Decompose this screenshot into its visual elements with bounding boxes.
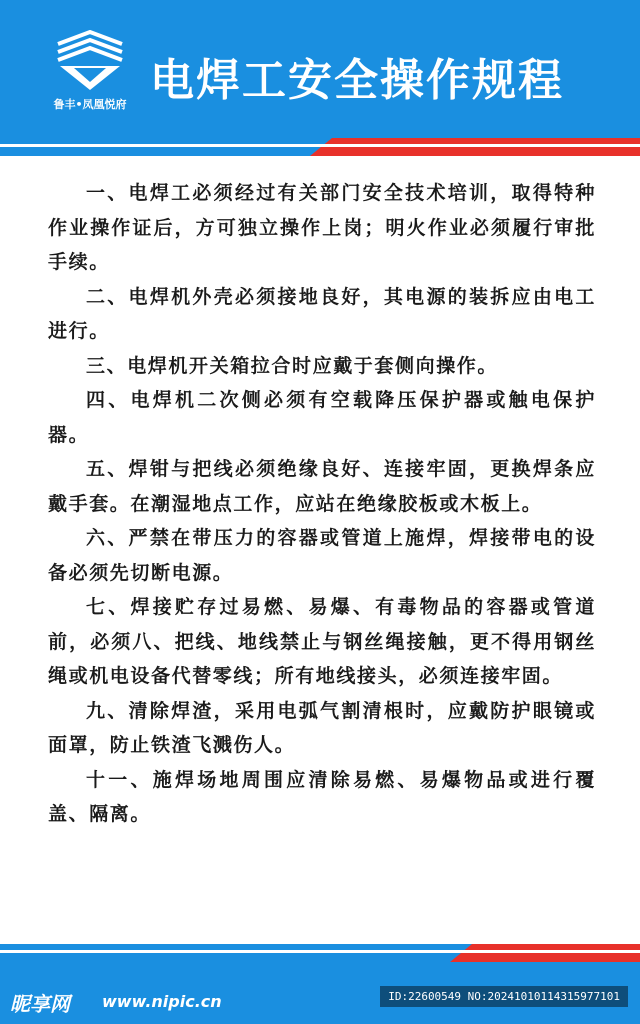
bottom-stripe-red bbox=[450, 944, 640, 962]
bottom-stripe bbox=[0, 944, 640, 962]
logo-icon bbox=[50, 30, 130, 92]
rule-5: 五、焊钳与把线必须绝缘良好、连接牢固，更换焊条应戴手套。在潮湿地点工作，应站在绝缘胶板或木板上。 bbox=[48, 458, 596, 515]
rule-7: 七、焊接贮存过易燃、易爆、有毒物品的容器或管道前，必须八、把线、地线禁止与钢丝绳接触，更不得用钢丝绳或机电设备代替零线；所有地线接头，必须连接牢固。 bbox=[48, 596, 596, 687]
footer-banner bbox=[0, 962, 640, 1024]
rule-6: 六、严禁在带压力的容器或管道上施焊，焊接带电的设备必须先切断电源。 bbox=[48, 527, 596, 584]
header-banner bbox=[0, 0, 640, 138]
rules-body bbox=[48, 176, 596, 832]
watermark-url: www.nipic.cn bbox=[102, 992, 222, 1011]
page-title: 电焊工安全操作规程 bbox=[150, 55, 564, 106]
top-stripe bbox=[0, 138, 640, 156]
watermark-brand: 昵享网 bbox=[10, 992, 70, 1016]
rule-3: 三、电焊机开关箱拉合时应戴于套侧向操作。 bbox=[86, 354, 499, 377]
rule-9: 九、清除焊渣，采用电弧气割清根时，应戴防护眼镜或面罩，防止铁渣飞溅伤人。 bbox=[48, 699, 596, 756]
rule-1: 一、电焊工必须经过有关部门安全技术培训，取得特种作业操作证后，方可独立操作上岗；明火作业必须履行审批手续。 bbox=[48, 182, 596, 273]
rule-11: 十一、施焊场地周围应清除易燃、易爆物品或进行覆盖、隔离。 bbox=[48, 768, 596, 825]
rule-4: 四、电焊机二次侧必须有空载降压保护器或触电保护器。 bbox=[48, 389, 596, 446]
watermark-id: ID:22600549 NO:20241010114315977101 bbox=[380, 986, 628, 1007]
top-stripe-red bbox=[310, 138, 640, 156]
logo-text: 鲁丰•凤凰悦府 bbox=[53, 98, 127, 111]
company-logo bbox=[40, 30, 140, 110]
rule-2: 二、电焊机外壳必须接地良好，其电源的装拆应由电工进行。 bbox=[48, 285, 596, 342]
